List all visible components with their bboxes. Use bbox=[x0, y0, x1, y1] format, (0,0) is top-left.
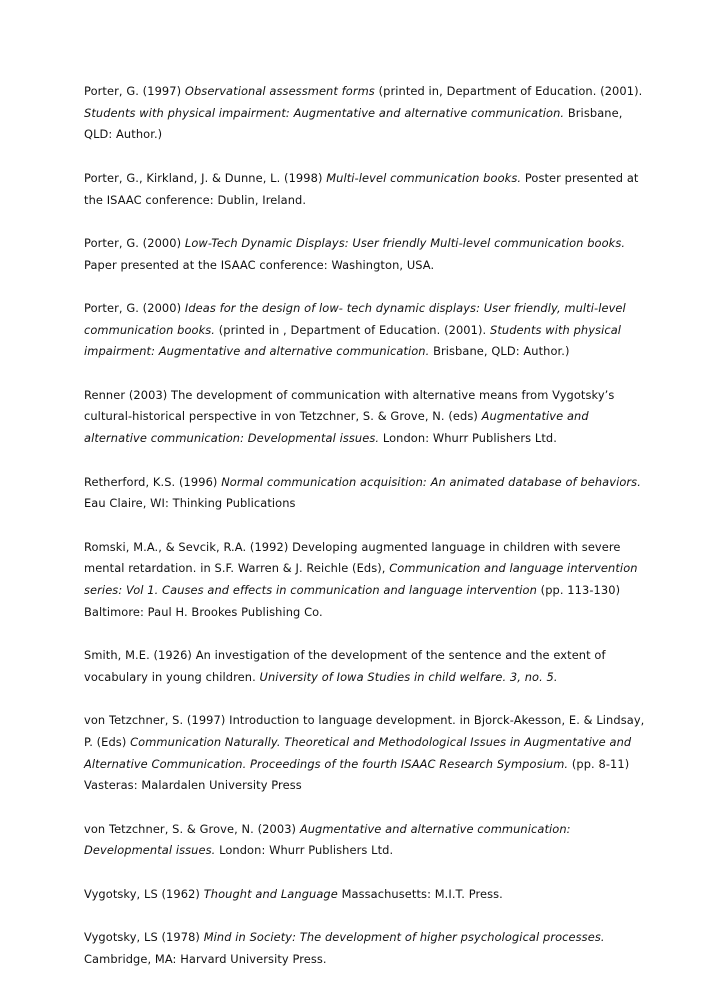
reference-text: Vygotsky, LS (1978) bbox=[84, 930, 204, 945]
reference-text: Smith, M.E. (1926) An investigation of the development of the sentence and the extent of vocabulary in young children. bbox=[84, 648, 606, 684]
reference-text: Renner (2003) The development of communication with alternative means from Vygotsky’s cultural-historical perspective in von Tetzchner, S. & Grove, N. (eds) bbox=[84, 387, 615, 424]
reference-title-italic: Augmentative and alternative communication: Developmental issues. bbox=[84, 409, 589, 446]
reference-entry bbox=[84, 927, 650, 970]
reference-title-italic: Observational assessment forms bbox=[184, 84, 375, 98]
reference-title-italic: Normal communication acquisition: An animated database of behaviors. bbox=[221, 474, 641, 489]
reference-title-italic: Communication Naturally. Theoretical and Methodological Issues in Augmentative and Alternative Communication. Proceedings of the fourth ISAAC Research Symposium. bbox=[84, 734, 632, 771]
reference-title-italic: Low-Tech Dynamic Displays: User friendly Multi-level communication books. bbox=[184, 235, 626, 250]
reference-entry bbox=[84, 819, 650, 862]
reference-text: Cambridge, MA: Harvard University Press. bbox=[84, 951, 327, 966]
reference-text: Massachusetts: M.I.T. Press. bbox=[337, 886, 503, 901]
reference-entry bbox=[84, 537, 650, 624]
reference-title-italic: Thought and Language bbox=[203, 886, 338, 901]
reference-text: London: Whurr Publishers Ltd. bbox=[379, 431, 557, 446]
reference-text: Porter, G. (1997) bbox=[84, 84, 185, 98]
reference-entry bbox=[84, 472, 650, 515]
reference-entry bbox=[84, 884, 650, 906]
reference-entry bbox=[84, 710, 650, 797]
reference-text: (printed in , Department of Education. (2001). bbox=[215, 322, 490, 337]
reference-title-italic: Communication and language intervention series: Vol 1. Causes and effects in communication and language intervention bbox=[84, 561, 638, 598]
reference-entry bbox=[84, 645, 650, 688]
reference-list bbox=[84, 81, 650, 992]
reference-text: Porter, G. (2000) bbox=[84, 235, 185, 250]
reference-entry bbox=[84, 168, 650, 211]
reference-text: Porter, G., Kirkland, J. & Dunne, L. (1998) bbox=[84, 170, 327, 185]
reference-entry bbox=[84, 233, 650, 276]
reference-text: Brisbane, QLD: Author.) bbox=[429, 344, 570, 359]
reference-entry bbox=[84, 298, 650, 363]
reference-text: Vygotsky, LS (1962) bbox=[84, 886, 204, 901]
reference-text: Poster presented at the ISAAC conference: Dublin, Ireland. bbox=[84, 170, 639, 207]
reference-text: Porter, G. (2000) bbox=[84, 300, 185, 315]
reference-entry bbox=[84, 385, 650, 450]
reference-entry bbox=[84, 81, 650, 146]
reference-text: Romski, M.A., & Sevcik, R.A. (1992) Developing augmented language in children with severe mental retardation. in S.F. Warren & J. Reichle (Eds), bbox=[84, 539, 621, 576]
reference-title-italic: University of Iowa Studies in child welfare. 3, no. 5. bbox=[259, 669, 558, 684]
reference-title-italic: Multi-level communication books. bbox=[326, 170, 522, 185]
reference-text: Brisbane, QLD: Author.) bbox=[84, 105, 623, 142]
reference-text: (printed in, Department of Education. (2001). bbox=[374, 84, 643, 98]
reference-text: von Tetzchner, S. (1997) Introduction to language development. in Bjorck-Akesson, E. & Lindsay, P. (Eds) bbox=[84, 713, 645, 749]
reference-text: Paper presented at the ISAAC conference: Washington, USA. bbox=[84, 257, 435, 272]
reference-text: (pp. 113-130) Baltimore: Paul H. Brookes Publishing Co. bbox=[84, 583, 621, 619]
reference-title-italic: Augmentative and alternative communication: Developmental issues. bbox=[84, 821, 571, 858]
reference-text: von Tetzchner, S. & Grove, N. (2003) bbox=[84, 821, 300, 836]
reference-text: London: Whurr Publishers Ltd. bbox=[215, 843, 394, 858]
reference-title-italic: Students with physical impairment: Augmentative and alternative communication. bbox=[84, 105, 565, 120]
reference-title-italic: Students with physical impairment: Augmentative and alternative communication. bbox=[84, 322, 622, 359]
reference-text: Eau Claire, WI: Thinking Publications bbox=[84, 496, 296, 511]
reference-text: (pp. 8-11) Vasteras: Malardalen University Press bbox=[84, 756, 630, 793]
reference-title-italic: Ideas for the design of low- tech dynamic displays: User friendly, multi-level communication books. bbox=[84, 300, 626, 337]
reference-title-italic: Mind in Society: The development of higher psychological processes. bbox=[203, 930, 605, 945]
reference-text: Retherford, K.S. (1996) bbox=[84, 474, 222, 489]
